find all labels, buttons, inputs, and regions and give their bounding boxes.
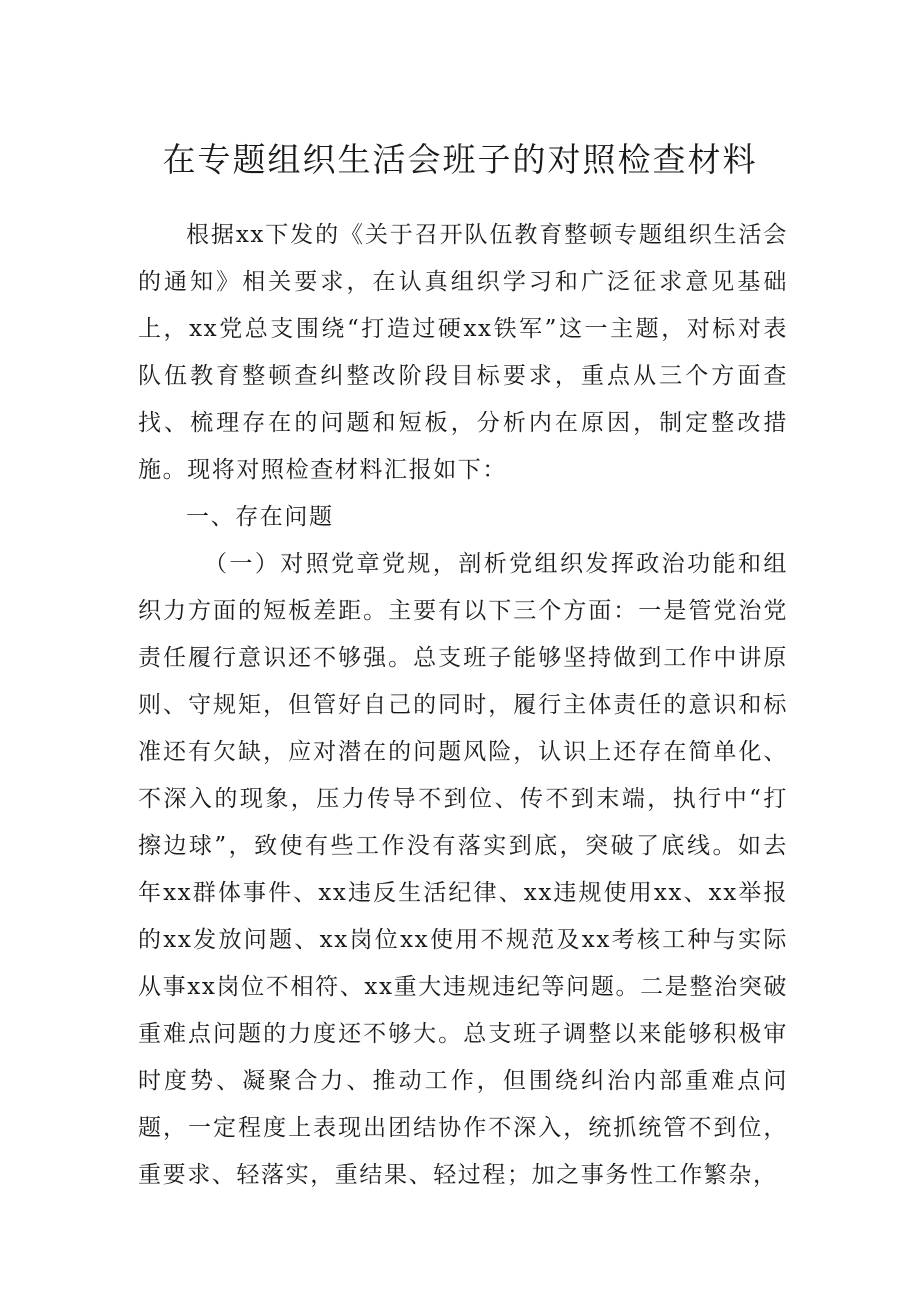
document-title: 在专题组织生活会班子的对照检查材料 bbox=[162, 140, 758, 179]
section-paragraph-1: （一）对照党章党规，剖析党组织发挥政治功能和组织力方面的短板差距。主要有以下三个方面：一是管党治党责任履行意识还不够强。总支班子能够坚持做到工作中讲原则、守规矩，但管好自己的同时，履行主体责任的意识和标准还有欠缺，应对潜在的问题风险，认识上还存在简单化、不深入的现象，压力传导不到位、传不到末端，执行中“打擦边球”，致使有些工作没有落实到底，突破了底线。如去年xx群体事件、xx违反生活纪律、xx违规使用xx、xx举报的xx发放问题、xx岗位xx使用不规范及xx考核工种与实际从事xx岗位不相符、xx重大违规违纪等问题。二是整治突破重难点问题的力度还不够大。总支班子调整以来能够积极审时度势、凝聚合力、推动工作，但围绕纠治内部重难点问题，一定程度上表现出团结协作不深入，统抓统管不到位，重要求、轻落实，重结果、轻过程；加之事务性工作繁杂， bbox=[138, 551, 788, 1188]
intro-paragraph: 根据xx下发的《关于召开队伍教育整顿专题组织生活会的通知》相关要求，在认真组织学习和广泛征求意见基础上，xx党总支围绕“打造过硬xx铁军”这一主题，对标对表队伍教育整顿查纠整改阶段目标要求，重点从三个方面查找、梳理存在的问题和短板，分析内在原因，制定整改措施。现将对照检查材料汇报如下： bbox=[138, 222, 788, 483]
document-body bbox=[138, 212, 788, 1199]
section-heading-problems: 一、存在问题 bbox=[186, 504, 334, 530]
